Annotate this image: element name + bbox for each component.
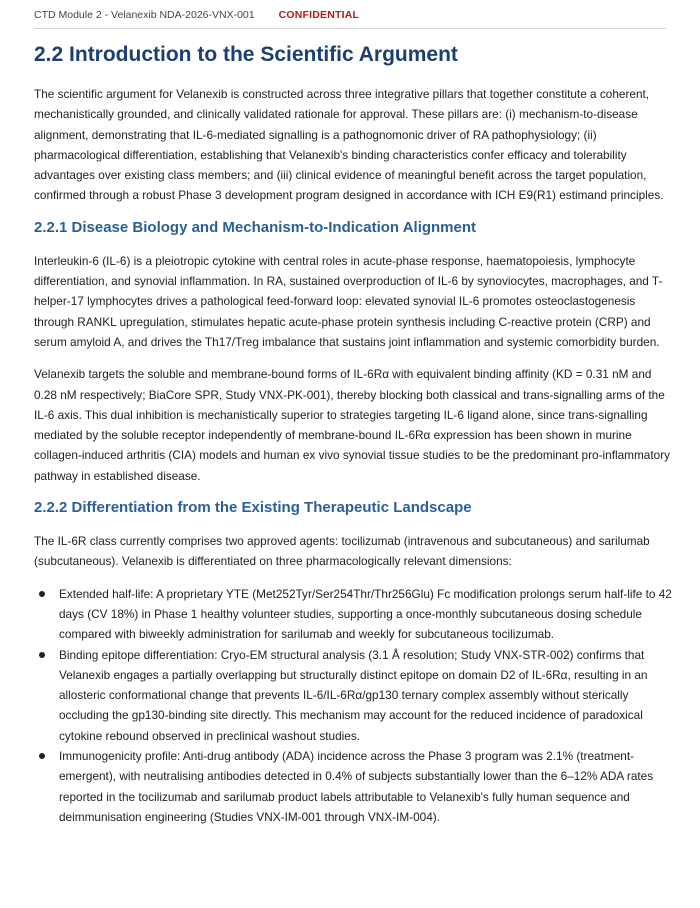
running-header	[34, 9, 359, 21]
subsection-title-disease-biology: 2.2.1 Disease Biology and Mechanism-to-Indication Alignment	[34, 218, 477, 236]
subsection-title-differentiation: 2.2.2 Differentiation from the Existing Therapeutic Landscape	[34, 499, 472, 517]
confidential-label: CONFIDENTIAL	[278, 9, 360, 21]
list-item-text: Binding epitope differentiation: Cryo-EM structural analysis (3.1 Å resolution; Study VNX-STR-002) confirms that Velanexib engages a partially overlapping but structurally distinct epitope on domain D2 of IL-6Rα, resulting in an allosteric conformational change that prevents IL-6/IL-6Rα/gp130 ternary complex assembly without sterically occluding the gp130-binding site directly. This mechanism may account for the reduced incidence of paradoxical cytokine rebound observed in preclinical washout studies.	[59, 647, 648, 743]
section-intro-paragraph: The scientific argument for Velanexib is constructed across three integrative pillars that together constitute a coherent, mechanistically grounded, and clinically validated rationale for approval. These pillars are: (i) mechanism-to-disease alignment, demonstrating that IL-6-mediated signalling is a pathognomonic driver of RA pathophysiology; (ii) pharmacological differentiation, establishing that Velanexib's binding characteristics confer efficacy and tolerability advantages over existing class members; and (iii) clinical evidence of meaningful benefit across the target population, confirmed through a robust Phase 3 development program designed in accordance with ICH E9(R1) estimand principles.	[34, 87, 664, 203]
list-item-text: Immunogenicity profile: Anti-drug antibody (ADA) incidence across the Phase 3 program was 2.1% (treatment-emergent), with neutralising antibodies detected in 0.4% of subjects substantially lower than the 6–12% ADA rates reported in the tocilizumab and sarilumab product labels attributable to Velanexib's fully human sequence and deimmunisation engineering (Studies VNX-IM-001 through VNX-IM-004).	[59, 749, 654, 824]
bullet-icon	[39, 591, 45, 597]
bullet-icon	[39, 652, 45, 658]
list-item-extended-half-life	[34, 584, 672, 645]
section-title: 2.2 Introduction to the Scientific Argument	[34, 43, 458, 66]
document-body	[34, 40, 672, 827]
document-reference: CTD Module 2 - Velanexib NDA-2026-VNX-001	[34, 9, 255, 21]
disease-biology-paragraph-2: Velanexib targets the soluble and membrane-bound forms of IL-6Rα with equivalent binding affinity (KD = 0.31 nM and 0.28 nM respectively; BiaCore SPR, Study VNX-PK-001), thereby blocking both classical and trans-signalling arms of the IL-6 axis. This dual inhibition is mechanistically superior to strategies targeting IL-6 ligand alone, since trans-signalling mediated by the soluble receptor independently of membrane-bound IL-6Rα expression has been shown in murine collagen-induced arthritis (CIA) models and human ex vivo synovial tissue studies to be the predominant pro-inflammatory pathway in established disease.	[34, 367, 671, 483]
differentiation-bullet-list	[34, 584, 672, 828]
list-item-immunogenicity	[34, 746, 672, 827]
bullet-icon	[39, 753, 45, 759]
differentiation-paragraph: The IL-6R class currently comprises two approved agents: tocilizumab (intravenous and subcutaneous) and sarilumab (subcutaneous). Velanexib is differentiated on three pharmacologically relevant dimensions:	[34, 534, 650, 569]
disease-biology-paragraph-1: Interleukin-6 (IL-6) is a pleiotropic cytokine with central roles in acute-phase response, haematopoiesis, lymphocyte differentiation, and synovial inflammation. In RA, sustained overproduction of IL-6 by synoviocytes, macrophages, and T-helper-17 lymphocytes drives a pathological feed-forward loop: elevated synovial IL-6 promotes osteoclastogenesis through RANKL upregulation, stimulates hepatic acute-phase protein synthesis including C-reactive protein (CRP) and serum amyloid A, and drives the Th17/Treg imbalance that sustains joint inflammation and systemic comorbidity burden.	[34, 253, 663, 349]
list-item-binding-epitope	[34, 645, 672, 746]
header-divider	[34, 28, 666, 29]
list-item-text: Extended half-life: A proprietary YTE (Met252Tyr/Ser254Thr/Thr256Glu) Fc modification prolongs serum half-life to 42 days (CV 18%) in Phase 1 healthy volunteer studies, supporting a once-monthly subcutaneous dosing schedule compared with biweekly administration for sarilumab and weekly for subcutaneous tocilizumab.	[59, 586, 672, 642]
